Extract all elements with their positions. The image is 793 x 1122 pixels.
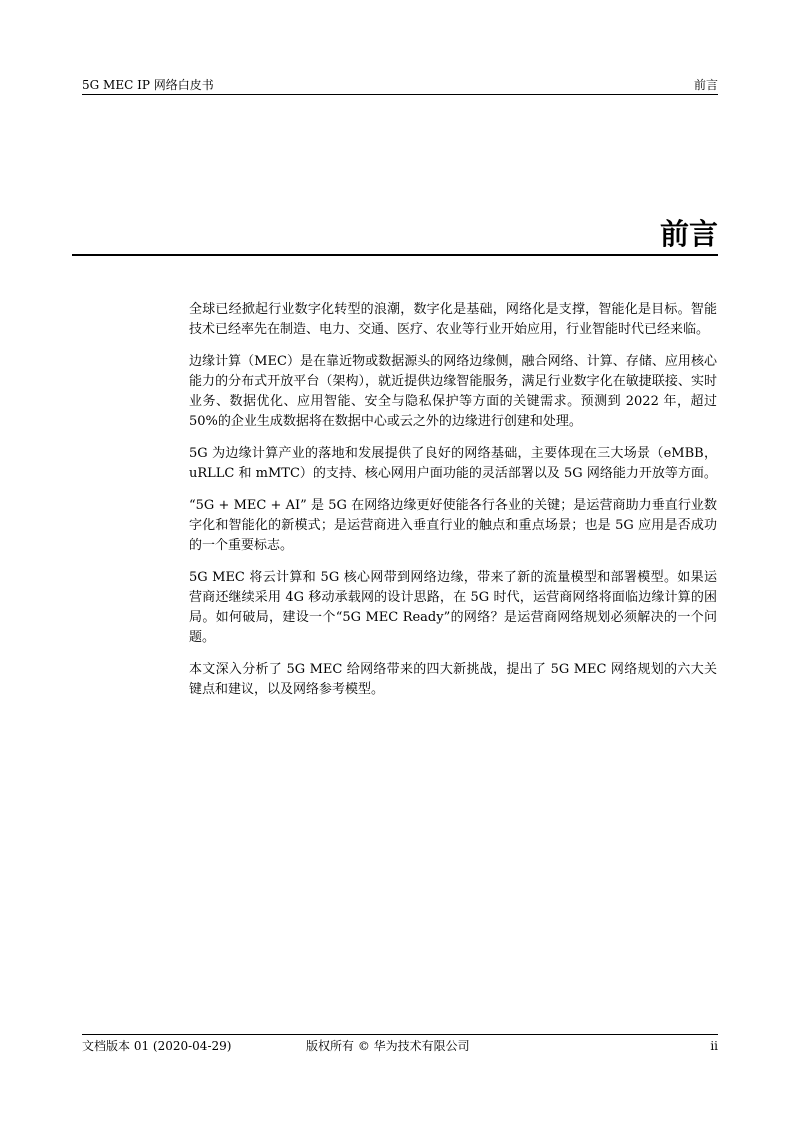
paragraph: 5G MEC 将云计算和 5G 核心网带到网络边缘，带来了新的流量模型和部署模型。如果运营商还继续采用 4G 移动承载网的设计思路，在 5G 时代，运营商网络将面临边缘计算的困局。如何破局，建设一个“5G MEC Ready”的网络？是运营商网络规划必须解决的一个问题。 bbox=[189, 570, 717, 645]
page-header bbox=[82, 77, 718, 93]
footer-copyright: 版权所有 © 华为技术有限公司 bbox=[306, 1039, 470, 1053]
paragraph: “5G + MEC + AI” 是 5G 在网络边缘更好使能各行各业的关键；是运营商助力垂直行业数字化和智能化的新模式；是运营商进入垂直行业的触点和重点场景；也是 5G 应用是否成功的一个重要标志。 bbox=[189, 498, 717, 553]
preface-body bbox=[189, 300, 717, 712]
header-doc-title: 5G MEC IP 网络白皮书 bbox=[82, 78, 214, 92]
footer-divider bbox=[82, 1034, 718, 1035]
chapter-title: 前言 bbox=[659, 217, 718, 251]
footer-page-number: ii bbox=[710, 1039, 718, 1053]
footer-doc-version: 文档版本 01 (2020-04-29) bbox=[82, 1039, 232, 1053]
paragraph: 边缘计算（MEC）是在靠近物或数据源头的网络边缘侧，融合网络、计算、存储、应用核心能力的分布式开放平台（架构），就近提供边缘智能服务，满足行业数字化在敏捷联接、实时业务、数据优化、应用智能、安全与隐私保护等方面的关键需求。预测到 2022 年，超过 50%的企业生成数据将在数据中心或云之外的边缘进行创建和处理。 bbox=[189, 354, 717, 429]
page-footer bbox=[82, 1038, 718, 1054]
paragraph: 全球已经掀起行业数字化转型的浪潮，数字化是基础，网络化是支撑，智能化是目标。智能技术已经率先在制造、电力、交通、医疗、农业等行业开始应用，行业智能时代已经来临。 bbox=[189, 302, 717, 337]
header-divider bbox=[82, 94, 718, 95]
chapter-divider bbox=[72, 254, 718, 256]
paragraph: 5G 为边缘计算产业的落地和发展提供了良好的网络基础，主要体现在三大场景（eMBB， uRLLC 和 mMTC）的支持、核心网用户面功能的灵活部署以及 5G 网络能力开放等方面。 bbox=[189, 446, 717, 481]
header-section-name: 前言 bbox=[693, 78, 718, 92]
paragraph: 本文深入分析了 5G MEC 给网络带来的四大新挑战，提出了 5G MEC 网络规划的六大关键点和建议，以及网络参考模型。 bbox=[189, 662, 717, 697]
